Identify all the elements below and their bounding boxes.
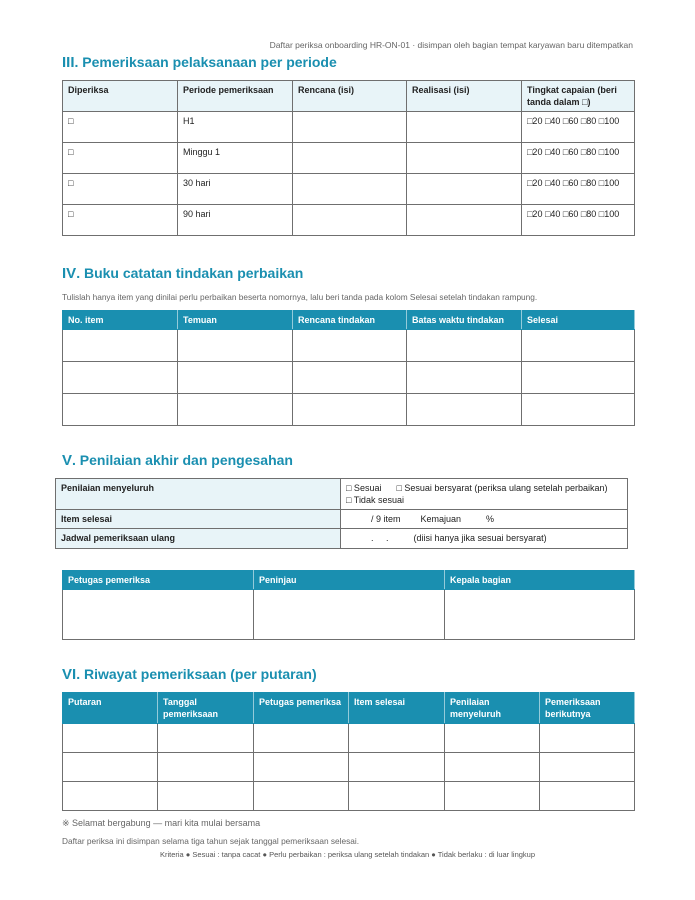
items-completed-label: Item selesai	[56, 510, 341, 529]
col-next-inspection: Pemeriksaan berikutnya	[540, 693, 635, 724]
col-done: Selesai	[522, 311, 635, 330]
input-cell[interactable]	[254, 753, 349, 782]
input-cell[interactable]	[63, 782, 158, 811]
check-box[interactable]: □	[63, 112, 178, 143]
input-cell[interactable]	[63, 724, 158, 753]
achievement-options[interactable]: □20 □40 □60 □80 □100	[522, 112, 635, 143]
input-cell[interactable]	[63, 394, 178, 426]
check-box[interactable]: □	[63, 174, 178, 205]
criteria-legend: Kriteria ● Sesuai : tanpa cacat ● Perlu perbaikan : periksa ulang setelah tindakan ● Tidak berlaku : di luar lingkup	[159, 850, 536, 859]
col-actual: Realisasi (isi)	[407, 81, 522, 112]
input-cell[interactable]	[158, 753, 254, 782]
plan-cell[interactable]	[293, 112, 407, 143]
col-inspector: Petugas pemeriksa	[63, 571, 254, 590]
input-cell[interactable]	[63, 362, 178, 394]
section-6-number: VI	[62, 666, 77, 683]
final-assessment-table	[55, 478, 628, 549]
col-checked: Diperiksa	[63, 81, 178, 112]
section-4-title	[62, 265, 303, 282]
plan-cell[interactable]	[293, 143, 407, 174]
input-cell[interactable]	[293, 394, 407, 426]
section-5-title	[62, 452, 293, 469]
welcome-note: ※ Selamat bergabung — mari kita mulai bersama	[62, 818, 261, 828]
input-cell[interactable]	[293, 330, 407, 362]
actual-cell[interactable]	[407, 205, 522, 236]
col-plan: Rencana (isi)	[293, 81, 407, 112]
period-cell: 30 hari	[178, 174, 293, 205]
col-achievement: Tingkat capaian (beri tanda dalam □)	[522, 81, 635, 112]
recheck-schedule-label: Jadwal pemeriksaan ulang	[56, 529, 341, 548]
achievement-options[interactable]: □20 □40 □60 □80 □100	[522, 205, 635, 236]
section-4-number: IV	[62, 265, 77, 282]
table-row	[56, 479, 628, 510]
actual-cell[interactable]	[407, 112, 522, 143]
inspection-history-table	[62, 692, 635, 811]
input-cell[interactable]	[178, 394, 293, 426]
section-6-title	[62, 666, 317, 683]
col-deadline: Batas waktu tindakan	[407, 311, 522, 330]
period-check-table	[62, 80, 635, 236]
input-cell[interactable]	[349, 724, 445, 753]
section-5-number: V	[62, 452, 73, 469]
col-inspection-date: Tanggal pemeriksaan	[158, 693, 254, 724]
input-cell[interactable]	[178, 330, 293, 362]
col-item-no: No. item	[63, 311, 178, 330]
table-row	[63, 782, 635, 811]
table-row	[63, 143, 635, 174]
input-cell[interactable]	[254, 724, 349, 753]
table-row	[63, 112, 635, 143]
reviewer-signature-box[interactable]	[254, 590, 445, 640]
input-cell[interactable]	[349, 782, 445, 811]
items-completed-field[interactable]: / 9 item Kemajuan %	[341, 510, 628, 529]
input-cell[interactable]	[63, 753, 158, 782]
table-row	[63, 330, 635, 362]
col-round: Putaran	[63, 693, 158, 724]
input-cell[interactable]	[445, 753, 540, 782]
input-cell[interactable]	[445, 782, 540, 811]
achievement-options[interactable]: □20 □40 □60 □80 □100	[522, 143, 635, 174]
col-period: Periode pemeriksaan	[178, 81, 293, 112]
input-cell[interactable]	[407, 362, 522, 394]
col-inspector: Petugas pemeriksa	[254, 693, 349, 724]
input-cell[interactable]	[293, 362, 407, 394]
input-cell[interactable]	[522, 330, 635, 362]
section-4-instructions: Tulislah hanya item yang dinilai perlu perbaikan beserta nomornya, lalu beri tanda pada kolom Selesai setelah tindakan rampung.	[62, 292, 538, 302]
retention-note: Daftar periksa ini disimpan selama tiga tahun sejak tanggal pemeriksaan selesai.	[62, 836, 360, 846]
col-finding: Temuan	[178, 311, 293, 330]
actual-cell[interactable]	[407, 174, 522, 205]
achievement-options[interactable]: □20 □40 □60 □80 □100	[522, 174, 635, 205]
table-row	[63, 362, 635, 394]
section-5-title-text: . Penilaian akhir dan pengesahan	[72, 452, 293, 468]
inspector-signature-box[interactable]	[63, 590, 254, 640]
col-items-done: Item selesai	[349, 693, 445, 724]
col-department-head: Kepala bagian	[445, 571, 635, 590]
input-cell[interactable]	[254, 782, 349, 811]
input-cell[interactable]	[407, 330, 522, 362]
table-row	[56, 529, 628, 548]
overall-assessment-options[interactable]: □ Sesuai □ Sesuai bersyarat (periksa ulang setelah perbaikan) □ Tidak sesuai	[341, 479, 628, 510]
table-row	[56, 510, 628, 529]
input-cell[interactable]	[349, 753, 445, 782]
plan-cell[interactable]	[293, 174, 407, 205]
input-cell[interactable]	[63, 330, 178, 362]
period-cell: H1	[178, 112, 293, 143]
corrective-action-table	[62, 310, 635, 426]
document-header-note: Daftar periksa onboarding HR-ON-01 · disimpan oleh bagian tempat karyawan baru ditempatkan	[269, 40, 633, 50]
input-cell[interactable]	[178, 362, 293, 394]
table-row	[63, 753, 635, 782]
table-row	[63, 205, 635, 236]
input-cell[interactable]	[522, 394, 635, 426]
section-6-title-text: . Riwayat pemeriksaan (per putaran)	[76, 666, 317, 682]
input-cell[interactable]	[158, 782, 254, 811]
input-cell[interactable]	[540, 782, 635, 811]
input-cell[interactable]	[445, 724, 540, 753]
signature-table	[62, 570, 635, 640]
section-3-number: III	[62, 54, 75, 71]
input-cell[interactable]	[407, 394, 522, 426]
period-cell: 90 hari	[178, 205, 293, 236]
table-row	[63, 174, 635, 205]
col-overall-assessment: Penilaian menyeluruh	[445, 693, 540, 724]
col-reviewer: Peninjau	[254, 571, 445, 590]
section-3-title-text: . Pemeriksaan pelaksanaan per periode	[74, 54, 337, 70]
check-box[interactable]: □	[63, 143, 178, 174]
overall-assessment-label: Penilaian menyeluruh	[56, 479, 341, 510]
department-head-signature-box[interactable]	[445, 590, 635, 640]
input-cell[interactable]	[522, 362, 635, 394]
section-3-title	[62, 54, 337, 71]
input-cell[interactable]	[540, 753, 635, 782]
input-cell[interactable]	[540, 724, 635, 753]
input-cell[interactable]	[158, 724, 254, 753]
section-4-title-text: . Buku catatan tindakan perbaikan	[76, 265, 304, 281]
actual-cell[interactable]	[407, 143, 522, 174]
signature-row	[63, 590, 635, 640]
table-row	[63, 394, 635, 426]
period-cell: Minggu 1	[178, 143, 293, 174]
recheck-schedule-field[interactable]: . . (diisi hanya jika sesuai bersyarat)	[341, 529, 628, 548]
check-box[interactable]: □	[63, 205, 178, 236]
table-row	[63, 724, 635, 753]
plan-cell[interactable]	[293, 205, 407, 236]
col-action-plan: Rencana tindakan	[293, 311, 407, 330]
